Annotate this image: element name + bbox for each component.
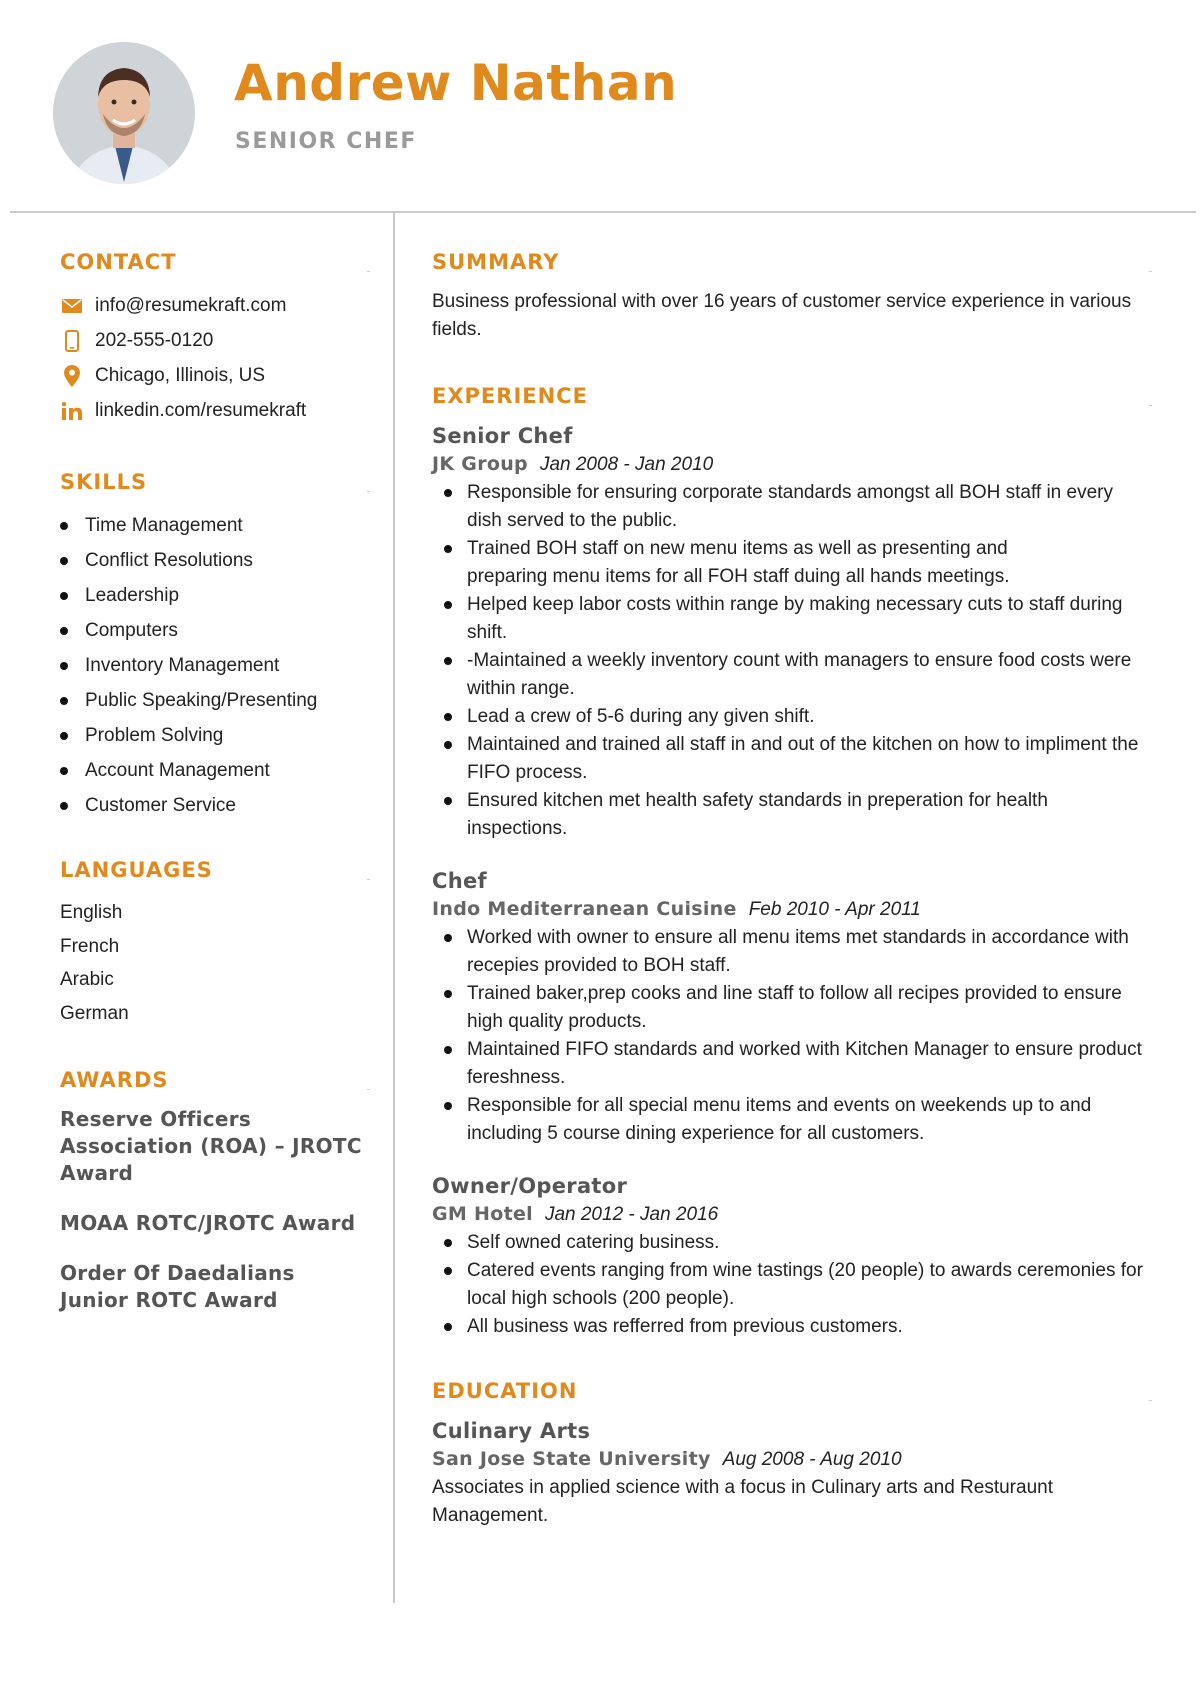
language-item: French <box>60 935 120 957</box>
list-item: Trained baker,prep cooks and line staff to follow all recipes provided to ensure high quality products. <box>432 980 1152 1036</box>
skills-heading: SKILLS <box>60 470 370 494</box>
skills-list <box>60 508 370 823</box>
company-name: JK Group <box>432 453 528 475</box>
job-dates: Jan 2012 - Jan 2016 <box>544 1204 719 1225</box>
right-column <box>432 250 1152 1530</box>
list-item: Problem Solving <box>60 718 370 753</box>
linkedin-icon <box>60 399 84 423</box>
contact-heading: CONTACT <box>60 250 370 274</box>
list-item: Maintained and trained all staff in and out of the kitchen on how to impliment the FIFO process. <box>432 731 1152 787</box>
award-item: Order Of Daedalians Junior ROTC Award <box>60 1261 295 1312</box>
summary-heading: SUMMARY <box>432 250 1152 274</box>
summary-section <box>432 250 1152 344</box>
job-entry <box>432 867 1152 1148</box>
map-pin-icon <box>60 364 84 388</box>
list-item: Account Management <box>60 753 370 788</box>
list-item: Public Speaking/Presenting <box>60 683 370 718</box>
job-role: Owner/Operator <box>432 1174 628 1198</box>
experience-section <box>432 384 1152 1341</box>
list-item: Worked with owner to ensure all menu items met standards in accordance with recepies provided to BOH staff. <box>432 924 1152 980</box>
contact-phone[interactable] <box>60 323 370 358</box>
list-item: Helped keep labor costs within range by making necessary cuts to staff during shift. <box>432 591 1152 647</box>
list-item: Time Management <box>60 508 370 543</box>
skills-section <box>60 470 370 823</box>
list-item: Responsible for all special menu items and events on weekends up to and including 5 course dining experience for all customers. <box>432 1092 1152 1148</box>
language-item: German <box>60 1002 129 1024</box>
language-item: Arabic <box>60 969 114 990</box>
company-name: GM Hotel <box>432 1203 533 1225</box>
header-divider <box>10 211 1196 213</box>
languages-heading: LANGUAGES <box>60 858 370 882</box>
job-entry <box>432 1172 1152 1341</box>
education-dates: Aug 2008 - Aug 2010 <box>722 1449 902 1470</box>
education-description: Associates in applied science with a focus in Culinary arts and Resturaunt Management. <box>432 1477 1053 1526</box>
languages-section <box>60 858 370 1030</box>
awards-heading: AWARDS <box>60 1068 370 1092</box>
summary-text: Business professional with over 16 years of customer service experience in various fields. <box>432 291 1132 340</box>
list-item: Ensured kitchen met health safety standards in preperation for health inspections. <box>432 787 1152 843</box>
language-item: English <box>60 902 123 923</box>
job-dates: Jan 2008 - Jan 2010 <box>539 454 714 475</box>
company-name: Indo Mediterranean Cuisine <box>432 898 737 920</box>
candidate-name: Andrew Nathan <box>234 54 678 112</box>
job-bullets <box>432 1229 1152 1341</box>
list-item: Computers <box>60 613 370 648</box>
experience-heading: EXPERIENCE <box>432 384 1152 408</box>
job-role: Chef <box>432 869 487 893</box>
list-item: Catered events ranging from wine tastings (20 people) to awards ceremonies for local high schools (200 people). <box>432 1257 1152 1313</box>
contact-email[interactable] <box>60 288 370 323</box>
list-item: Self owned catering business. <box>432 1229 1152 1257</box>
contact-section <box>60 250 370 428</box>
column-divider <box>393 213 395 1603</box>
profile-photo <box>53 42 195 184</box>
job-role: Senior Chef <box>432 424 573 448</box>
location-text: Chicago, Illinois, US <box>95 364 266 386</box>
list-item: Trained BOH staff on new menu items as well as presenting and preparing menu items for all FOH staff duing all hands meetings. <box>432 535 1152 591</box>
job-title: SENIOR CHEF <box>235 129 417 154</box>
list-item: Leadership <box>60 578 370 613</box>
linkedin-text: linkedin.com/resumekraft <box>95 399 307 421</box>
awards-section <box>60 1068 370 1314</box>
job-bullets <box>432 924 1152 1148</box>
contact-location <box>60 358 370 393</box>
left-column <box>60 250 370 1337</box>
job-entry <box>432 422 1152 843</box>
list-item: Inventory Management <box>60 648 370 683</box>
list-item: Customer Service <box>60 788 370 823</box>
list-item: All business was refferred from previous customers. <box>432 1313 1152 1341</box>
award-item: Reserve Officers Association (ROA) – JROTC Award <box>60 1107 362 1185</box>
award-item: MOAA ROTC/JROTC Award <box>60 1211 356 1235</box>
degree-name: Culinary Arts <box>432 1419 591 1443</box>
list-item: -Maintained a weekly inventory count with managers to ensure food costs were within range. <box>432 647 1152 703</box>
email-text: info@resumekraft.com <box>95 294 287 316</box>
school-name: San Jose State University <box>432 1448 711 1470</box>
education-heading: EDUCATION <box>432 1379 1152 1403</box>
phone-icon <box>60 329 84 353</box>
contact-linkedin[interactable] <box>60 393 370 428</box>
phone-text: 202-555-0120 <box>95 329 214 351</box>
job-bullets <box>432 479 1152 843</box>
list-item: Lead a crew of 5-6 during any given shift. <box>432 703 1152 731</box>
list-item: Conflict Resolutions <box>60 543 370 578</box>
list-item: Maintained FIFO standards and worked with Kitchen Manager to ensure product fereshness. <box>432 1036 1152 1092</box>
education-section <box>432 1379 1152 1530</box>
list-item: Responsible for ensuring corporate standards amongst all BOH staff in every dish served to the public. <box>432 479 1152 535</box>
job-dates: Feb 2010 - Apr 2011 <box>748 899 921 920</box>
envelope-icon <box>60 294 84 318</box>
